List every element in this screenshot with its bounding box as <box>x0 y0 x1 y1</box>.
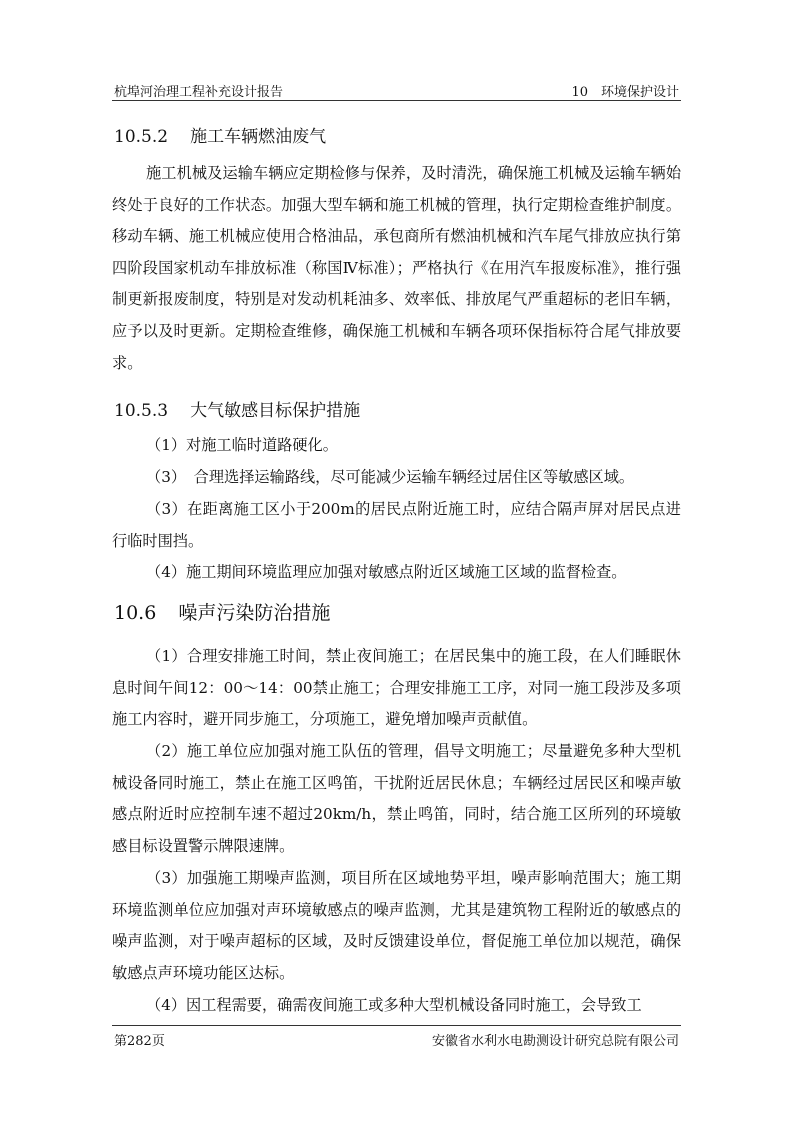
paragraph: （4）因工程需要，确需夜间施工或多种大型机械设备同时施工，会导致工 <box>146 996 642 1014</box>
section-heading-10-5-3: 10.5.3 大气敏感目标保护措施 <box>114 401 361 421</box>
section-heading-10-6: 10.6 噪声污染防治措施 <box>114 602 331 624</box>
paragraph: （1）对施工临时道路硬化。 <box>146 436 338 454</box>
paragraph: （3）在距离施工区小于200m的居民点附近施工时，应结合隔声屏对居民点进行临时围挡。 <box>112 500 681 550</box>
paragraph: （3） 合理选择运输路线，尽可能减少运输车辆经过居住区等敏感区域。 <box>146 468 635 486</box>
page-footer <box>112 1025 681 1049</box>
page-header <box>112 80 681 101</box>
chapter-title: 10 环境保护设计 <box>571 85 679 100</box>
paragraph: （1）合理安排施工时间，禁止夜间施工；在居民集中的施工段，在人们睡眠休息时间午间12：00～14：00禁止施工；合理安排施工工序，对同一施工段涉及多项施工内容时，避开同步施工，分项施工，避免增加噪声贡献值。 <box>112 647 681 729</box>
section-heading-10-5-2: 10.5.2 施工车辆燃油废气 <box>114 127 327 147</box>
paragraph: 施工机械及运输车辆应定期检修与保养，及时清洗，确保施工机械及运输车辆始终处于良好的工作状态。加强大型车辆和施工机械的管理，执行定期检查维护制度。移动车辆、施工机械应使用合格油品，承包商所有燃油机械和汽车尾气排放应执行第四阶段国家机动车排放标准（称国Ⅳ标准）；严格执行《在用汽车报废标准》，推行强制更新报废制度，特别是对发动机耗油多、效率低、排放尾气严重超标的老旧车辆，应予以及时更新。定期检查维修，确保施工机械和车辆各项环保指标符合尾气排放要求。 <box>112 164 681 372</box>
page-number: 第282页 <box>114 1034 165 1049</box>
organization-name: 安徽省水利水电勘测设计研究总院有限公司 <box>431 1034 679 1049</box>
paragraph: （4）施工期间环境监理应加强对敏感点附近区域施工区域的监督检查。 <box>146 563 627 581</box>
report-title: 杭埠河治理工程补充设计报告 <box>114 85 284 100</box>
paragraph: （3）加强施工期噪声监测，项目所在区域地势平坦，噪声影响范围大；施工期环境监测单位应加强对声环境敏感点的噪声监测，尤其是建筑物工程附近的敏感点的噪声监测，对于噪声超标的区域，及时反馈建设单位，督促施工单位加以规范，确保敏感点声环境功能区达标。 <box>112 869 681 982</box>
paragraph: （2）施工单位应加强对施工队伍的管理，倡导文明施工；尽量避免多种大型机械设备同时施工，禁止在施工区鸣笛，干扰附近居民休息；车辆经过居民区和噪声敏感点附近时应控制车速不超过20km/h，禁止鸣笛，同时，结合施工区所列的环境敏感目标设置警示牌限速牌。 <box>112 742 681 855</box>
